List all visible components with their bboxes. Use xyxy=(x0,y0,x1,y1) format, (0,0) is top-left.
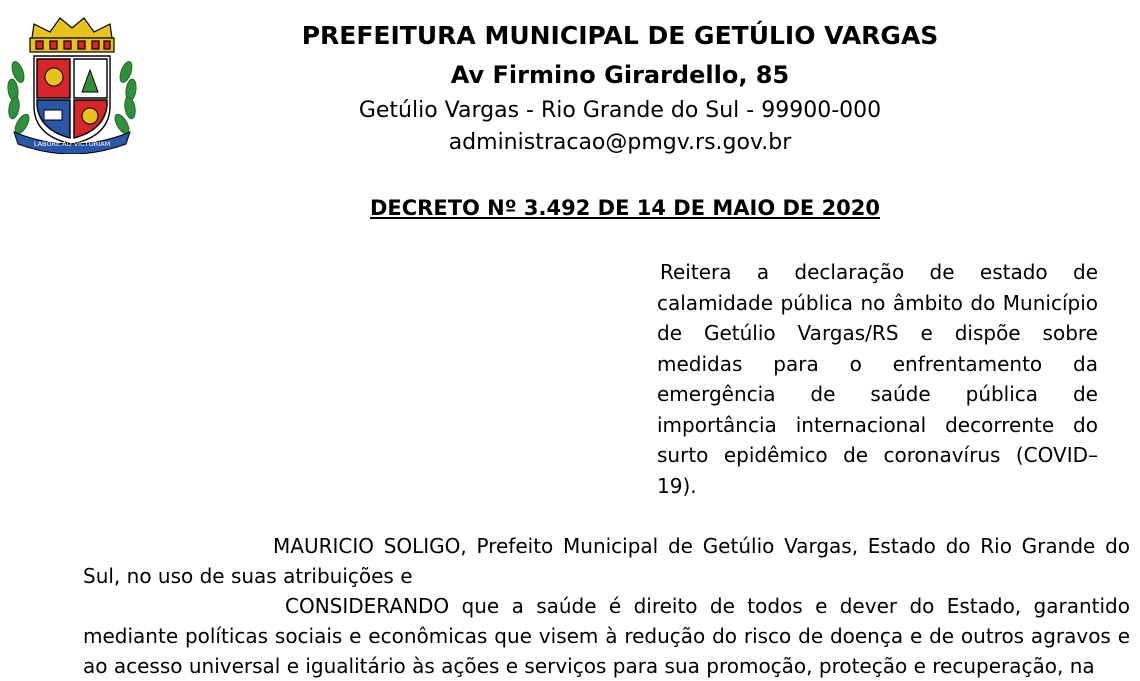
considering-paragraph: CONSIDERANDO que a saúde é direito de todos e dever do Estado, garantido mediante políticas sociais e econômicas que visem à redução do risco de doença e de outros agravos e ao acesso universal e igualitário às ações e serviços para sua promoção, proteção e recuperação, na xyxy=(83,594,1130,678)
decree-summary xyxy=(657,257,1098,501)
municipality-address: Av Firmino Girardello, 85 xyxy=(450,61,790,89)
preamble-paragraph: MAURICIO SOLIGO, Prefeito Municipal de Getúlio Vargas, Estado do Rio Grande do Sul, no uso de suas atribuições e xyxy=(83,534,1130,588)
municipality-email: administracao@pmgv.rs.gov.br xyxy=(448,130,792,155)
considering-clause xyxy=(83,591,1130,681)
decree-title: DECRETO Nº 3.492 DE 14 DE MAIO DE 2020 xyxy=(369,196,881,220)
crest-motto: LABORE AD VICTORIAM xyxy=(33,140,111,148)
decree-preamble xyxy=(83,531,1130,591)
page-title: PREFEITURA MUNICIPAL DE GETÚLIO VARGAS xyxy=(301,21,939,50)
municipal-coat-of-arms-icon xyxy=(4,14,140,154)
decree-summary-text: Reitera a declaração de estado de calamidade pública no âmbito do Município de Getúlio Vargas/RS e dispõe sobre medidas para o enfrentamento da emergência de saúde pública de importância internacional decorrente do surto epidêmico de coronavírus (COVID–19). xyxy=(657,260,1098,498)
municipality-city: Getúlio Vargas - Rio Grande do Sul - 99900-000 xyxy=(358,98,882,123)
